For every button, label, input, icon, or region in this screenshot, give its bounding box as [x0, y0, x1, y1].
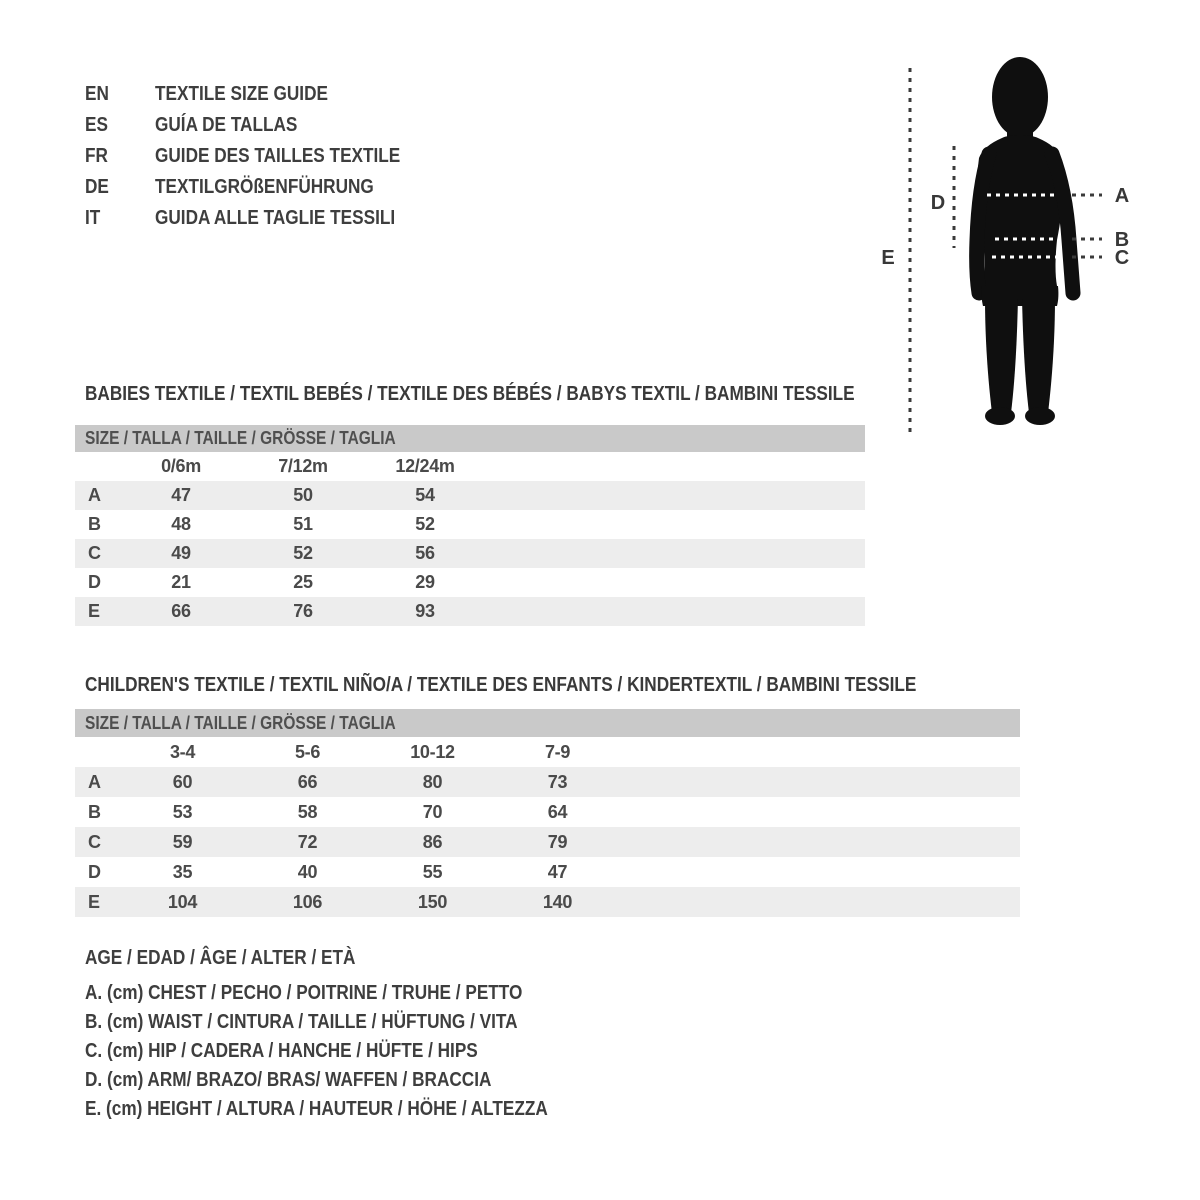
- legend-arm-text: D. (cm) ARM/ BRAZO/ BRAS/ WAFFEN / BRACCIA: [85, 1069, 492, 1091]
- table-row: [75, 568, 865, 597]
- child-silhouette: [977, 57, 1073, 425]
- table-header-row: [75, 452, 865, 481]
- value-cell: 47: [171, 485, 191, 505]
- value-cell: 21: [171, 572, 191, 592]
- value-cell: 140: [542, 892, 573, 912]
- legend-chest-text: A. (cm) CHEST / PECHO / POITRINE / TRUHE / PETTO: [85, 982, 523, 1004]
- children-size-header-bar: [75, 709, 1020, 737]
- figure-label-height: E: [881, 247, 895, 269]
- column-header: 7/12m: [278, 456, 328, 476]
- row-label: A: [88, 485, 101, 505]
- legend-age-line: [85, 944, 623, 973]
- value-cell: 64: [547, 802, 568, 822]
- column-header: 12/24m: [395, 456, 455, 476]
- value-cell: 58: [297, 802, 318, 822]
- silhouette-head: [992, 57, 1048, 137]
- table-row: [75, 827, 1020, 857]
- value-cell: 47: [547, 862, 568, 882]
- language-row-de: [85, 172, 440, 203]
- value-cell: 35: [172, 862, 193, 882]
- value-cell: 60: [172, 772, 193, 792]
- row-label: A: [88, 772, 101, 792]
- value-cell: 70: [422, 802, 443, 822]
- row-label: B: [88, 514, 101, 534]
- empty-cell: [75, 737, 120, 767]
- children-section-title-text: CHILDREN'S TEXTILE / TEXTIL NIÑO/A / TEXTILE DES ENFANTS / KINDERTEXTIL / BAMBINI TESSILE: [85, 674, 917, 696]
- figure-label-chest: A: [1114, 185, 1130, 207]
- value-cell: 66: [297, 772, 318, 792]
- column-header: 7-9: [544, 742, 571, 762]
- legend-arm-line: [85, 1066, 623, 1095]
- language-row-es: [85, 110, 440, 141]
- value-cell: 73: [547, 772, 568, 792]
- legend-waist-text: B. (cm) WAIST / CINTURA / TAILLE / HÜFTUNG / VITA: [85, 1011, 518, 1033]
- column-header: 5-6: [294, 742, 321, 762]
- measurement-legend: [85, 944, 623, 1124]
- value-cell: 80: [422, 772, 443, 792]
- silhouette-left-foot: [985, 407, 1015, 425]
- legend-height-line: [85, 1095, 623, 1124]
- column-header: 10-12: [410, 742, 455, 762]
- value-cell: 50: [293, 485, 313, 505]
- silhouette-right-leg: [1022, 290, 1055, 413]
- value-cell: 53: [172, 802, 193, 822]
- row-label: E: [88, 601, 100, 621]
- language-title: GUIDE DES TAILLES TEXTILE: [155, 145, 401, 167]
- value-cell: 76: [293, 601, 313, 621]
- row-label: C: [88, 832, 101, 852]
- value-cell: 29: [415, 572, 435, 592]
- value-cell: 54: [415, 485, 435, 505]
- table-row: [75, 481, 865, 510]
- language-title: GUÍA DE TALLAS: [155, 114, 298, 136]
- value-cell: 79: [547, 832, 568, 852]
- measurement-figure: [850, 50, 1150, 470]
- legend-age-text: AGE / EDAD / ÂGE / ALTER / ETÀ: [85, 947, 356, 969]
- row-label: C: [88, 543, 101, 563]
- value-cell: 93: [415, 601, 435, 621]
- row-label: D: [88, 572, 101, 592]
- legend-chest-line: [85, 979, 623, 1008]
- value-cell: 52: [293, 543, 313, 563]
- figure-label-hip: C: [1114, 247, 1130, 269]
- table-row: [75, 887, 1020, 917]
- figure-label-waist: B: [1114, 229, 1130, 251]
- legend-waist-line: [85, 1008, 623, 1037]
- value-cell: 66: [171, 601, 191, 621]
- children-size-header-text: SIZE / TALLA / TAILLE / GRÖSSE / TAGLIA: [85, 713, 396, 733]
- language-code: DE: [85, 176, 109, 198]
- value-cell: 55: [422, 862, 443, 882]
- table-row: [75, 597, 865, 626]
- table-row: [75, 797, 1020, 827]
- row-label: B: [88, 802, 101, 822]
- figure-label-arm: D: [930, 192, 946, 214]
- table-header-row: [75, 737, 1020, 767]
- language-code: FR: [85, 145, 108, 167]
- value-cell: 51: [293, 514, 313, 534]
- value-cell: 59: [172, 832, 193, 852]
- column-header: 0/6m: [161, 456, 201, 476]
- babies-size-table: [75, 452, 865, 626]
- children-section-title: [85, 674, 1052, 696]
- language-row-it: [85, 203, 440, 234]
- legend-hip-line: [85, 1037, 623, 1066]
- value-cell: 52: [415, 514, 435, 534]
- row-label: D: [88, 862, 101, 882]
- language-code: ES: [85, 114, 108, 136]
- silhouette-right-foot: [1025, 407, 1055, 425]
- language-title: TEXTILE SIZE GUIDE: [155, 83, 328, 105]
- children-size-table: [75, 737, 1020, 917]
- empty-cell: [75, 452, 120, 481]
- babies-size-header-text: SIZE / TALLA / TAILLE / GRÖSSE / TAGLIA: [85, 428, 396, 448]
- babies-section-title: [85, 383, 980, 405]
- value-cell: 72: [297, 832, 318, 852]
- value-cell: 40: [297, 862, 318, 882]
- row-label: E: [88, 892, 100, 912]
- value-cell: 25: [293, 572, 313, 592]
- value-cell: 106: [292, 892, 323, 912]
- language-title: TEXTILGRÖßENFÜHRUNG: [155, 176, 374, 198]
- language-title: GUIDA ALLE TAGLIE TESSILI: [155, 207, 396, 229]
- silhouette-left-leg: [985, 290, 1018, 413]
- value-cell: 48: [171, 514, 191, 534]
- value-cell: 104: [167, 892, 198, 912]
- language-code: EN: [85, 83, 109, 105]
- babies-section-title-text: BABIES TEXTILE / TEXTIL BEBÉS / TEXTILE DES BÉBÉS / BABYS TEXTIL / BAMBINI TESSILE: [85, 383, 855, 405]
- column-header: 3-4: [169, 742, 196, 762]
- language-code: IT: [85, 207, 101, 229]
- value-cell: 56: [415, 543, 435, 563]
- language-title-block: [85, 79, 440, 234]
- language-row-fr: [85, 141, 440, 172]
- table-row: [75, 767, 1020, 797]
- table-row: [75, 510, 865, 539]
- table-row: [75, 539, 865, 568]
- babies-size-header-bar: [75, 425, 865, 452]
- value-cell: 86: [422, 832, 443, 852]
- table-row: [75, 857, 1020, 887]
- language-row-en: [85, 79, 440, 110]
- value-cell: 49: [171, 543, 191, 563]
- legend-height-text: E. (cm) HEIGHT / ALTURA / HAUTEUR / HÖHE / ALTEZZA: [85, 1098, 548, 1120]
- value-cell: 150: [417, 892, 448, 912]
- legend-hip-text: C. (cm) HIP / CADERA / HANCHE / HÜFTE / HIPS: [85, 1040, 478, 1062]
